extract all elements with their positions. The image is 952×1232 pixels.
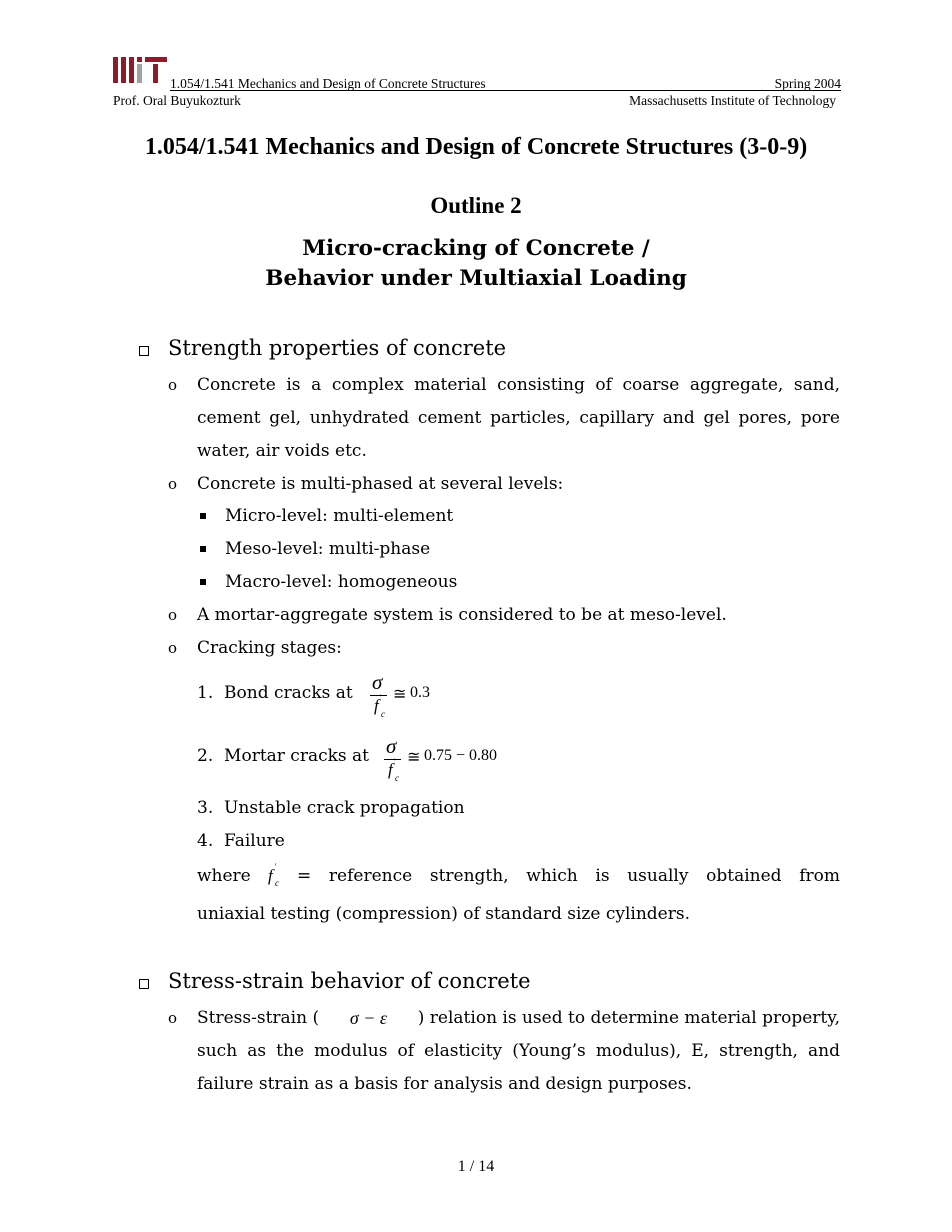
stage-number: 2. — [197, 746, 214, 766]
subtitle-line-2: Behavior under Multiaxial Loading — [265, 266, 687, 291]
circle-bullet-icon: o — [168, 606, 178, 624]
stage-3 — [197, 798, 465, 818]
square-bullet-icon — [200, 546, 206, 552]
c-subscript: c — [395, 773, 399, 783]
paragraph-line: Concrete is a complex material consisting of coarse aggregate, sand, — [197, 375, 840, 395]
document-subtitle — [0, 234, 952, 294]
list-item-macro: Macro-level: homogeneous — [225, 572, 458, 592]
stage-number: 1. — [197, 683, 214, 703]
stage-number: 4. — [197, 831, 214, 851]
section-heading-stress-strain: Stress-strain behavior of concrete — [168, 969, 531, 993]
stage-text: Mortar cracks at — [224, 746, 370, 766]
paragraph-line: cement gel, unhydrated cement particles, capillary and gel pores, pore — [197, 408, 840, 428]
header-institution: Massachusetts Institute of Technology — [629, 93, 836, 108]
stage-4 — [197, 831, 285, 851]
paragraph-line: water, air voids etc. — [197, 441, 367, 461]
circle-bullet-icon: o — [168, 639, 178, 657]
f-symbol: f — [388, 760, 393, 779]
mit-logo — [113, 57, 167, 83]
stress-strain-line-2: such as the modulus of elasticity (Young’s modulus), E, strength, and — [197, 1041, 840, 1061]
list-item-meso: Meso-level: multi-phase — [225, 539, 431, 559]
stage-value: 0.3 — [410, 684, 430, 701]
sigma-epsilon-symbol: σ − ε — [349, 1008, 387, 1028]
document-title: 1.054/1.541 Mechanics and Design of Concrete Structures (3-0-9) — [144, 134, 808, 160]
circle-bullet-icon: o — [168, 475, 178, 493]
stage-text: Unstable crack propagation — [224, 798, 465, 818]
checkbox-bullet-icon — [139, 346, 149, 356]
paragraph-mortar: A mortar-aggregate system is considered to be at meso-level. — [197, 605, 727, 625]
c-subscript: c — [381, 709, 385, 719]
stress-strain-line-3: failure strain as a basis for analysis and design purposes. — [197, 1074, 692, 1094]
outline-label: Outline 2 — [430, 193, 522, 218]
page-number: 1 / 14 — [457, 1158, 495, 1175]
approx-sign: ≅ — [407, 749, 421, 766]
list-item-micro: Micro-level: multi-element — [225, 506, 454, 526]
subtitle-line-1: Micro-cracking of Concrete / — [302, 236, 650, 261]
header-term: Spring 2004 — [774, 76, 841, 91]
sigma-symbol: σ — [372, 670, 383, 694]
stage-number: 3. — [197, 798, 214, 818]
stage-text: Failure — [224, 831, 285, 851]
square-bullet-icon — [200, 579, 206, 585]
prime-mark: ' — [275, 862, 277, 871]
f-symbol: f — [268, 866, 273, 885]
section-heading-strength: Strength properties of concrete — [168, 336, 507, 360]
f-symbol: f — [374, 696, 379, 715]
where-word: where — [197, 866, 251, 886]
checkbox-bullet-icon — [139, 979, 149, 989]
stage-text: Bond cracks at — [224, 683, 353, 703]
paragraph-cracking: Cracking stages: — [197, 638, 342, 658]
stage-2 — [197, 746, 369, 766]
stage-1 — [197, 683, 353, 703]
text-fragment: Stress-strain ( — [197, 1008, 320, 1028]
sigma-symbol: σ — [386, 734, 397, 758]
where-definition-line2: uniaxial testing (compression) of standard size cylinders. — [197, 904, 690, 924]
square-bullet-icon — [200, 513, 206, 519]
stress-strain-line-1 — [197, 1008, 840, 1029]
circle-bullet-icon: o — [168, 376, 178, 394]
stage-value: 0.75 − 0.80 — [424, 747, 498, 764]
text-fragment: ) relation is used to determine material property, — [417, 1008, 840, 1028]
header-professor: Prof. Oral Buyukozturk — [113, 93, 241, 108]
paragraph-multiphased: Concrete is multi-phased at several levels: — [197, 474, 564, 494]
header-course: 1.054/1.541 Mechanics and Design of Concrete Structures — [170, 76, 486, 91]
circle-bullet-icon: o — [168, 1009, 178, 1027]
c-subscript: c — [275, 878, 279, 888]
prime-mark: ' — [394, 757, 396, 766]
where-definition: = reference strength, which is usually obtained from — [297, 866, 840, 886]
approx-sign: ≅ — [393, 686, 407, 703]
prime-mark: ' — [380, 693, 382, 702]
